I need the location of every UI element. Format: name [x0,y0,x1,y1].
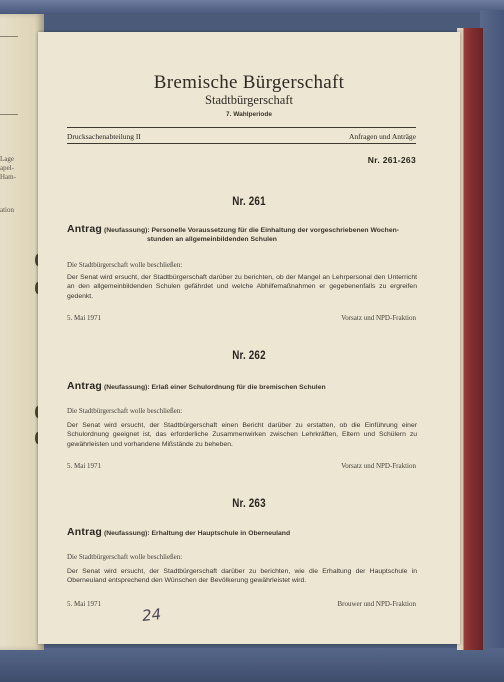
binder-edge [457,28,483,650]
facing-page-fragment: ation [0,206,14,214]
document-title: Bremische Bürgerschaft [153,72,345,93]
department-label: Drucksachenabteilung II [67,132,141,141]
motion-title: (Neufassung): Erhaltung der Hauptschule in Oberneuland [103,530,291,537]
motion-number: Nr. 263 [232,496,266,510]
motion-heading [67,382,419,392]
facing-page-fragment: apel- [0,164,14,172]
facing-page-rule [0,114,18,115]
handwritten-page-number: 24 [141,605,162,625]
resolution-intro: Die Stadtbürgerschaft wolle beschließen: [67,553,183,561]
header-rule-top [67,127,416,128]
motion-heading [67,225,419,244]
document-subtitle: Stadtbürgerschaft [205,93,293,107]
scanner-background-top [0,0,504,14]
motion-signatory: Vorsatz und NPD-Fraktion [341,314,416,322]
motion-date: 5. Mai 1971 [67,314,102,322]
legislative-period: 7. Wahlperiode [226,111,272,118]
category-label: Anfragen und Anträge [348,132,416,141]
facing-page-fragment: Ham- [0,173,16,181]
motion-keyword: Antrag [67,380,103,392]
motion-date: 5. Mai 1971 [67,462,102,470]
motion-title: (Neufassung): Erlaß einer Schulordnung für die bremischen Schulen [103,384,326,391]
header-rule-bottom [67,143,416,144]
motion-number: Nr. 261 [232,194,266,208]
motion-title: (Neufassung): Personelle Voraussetzung für die Einhaltung der vorgeschriebenen Wochen- [103,227,400,234]
motion-number: Nr. 262 [232,348,266,362]
motion-title-continued: stunden an allgemeinbildenden Schulen [147,236,277,243]
scanner-background-bottom [0,648,504,682]
resolution-intro: Die Stadtbürgerschaft wolle beschließen: [67,407,183,415]
motion-signatory: Vorsatz und NPD-Fraktion [341,462,416,470]
motion-heading [67,528,419,538]
resolution-intro: Die Stadtbürgerschaft wolle beschließen: [67,261,183,269]
motion-body: Der Senat wird ersucht, der Stadtbürgerschaft darüber zu berichten, ob der Mangel an Lehrpersonal den Unterricht an den allgemeinbildenden Schulen gefährdet und welche Abhilfemaßnahmen er gegebenenfalls zu ergreifen gedenkt. [67,274,417,300]
document-range: Nr. 261-263 [367,155,416,165]
motion-date: 5. Mai 1971 [67,600,102,608]
motion-body: Der Senat wird ersucht, der Stadtbürgerschaft darüber zu berichten, wie die Erhaltung der Hauptschule in Oberneuland entsprechend den Wünschen der Bevölkerung gewährleistet wird. [67,568,417,585]
motion-keyword: Antrag [67,526,103,538]
scanner-background-right [480,10,504,660]
motion-body: Der Senat wird ersucht, der Stadtbürgerschaft einen Bericht darüber zu erstatten, ob die Einführung einer Schulordnung geeignet ist, das erforderliche Zusammenwirken zwischen Lehrkräften, Eltern und Schülern zu gewährleisten und vorhandene Mißstände zu beheben. [67,422,417,448]
facing-page-fragment: Lage [0,155,14,163]
facing-page-rule [0,36,18,37]
motion-signatory: Brouwer und NPD-Fraktion [337,600,416,608]
document-page [38,32,460,644]
motion-keyword: Antrag [67,223,103,235]
